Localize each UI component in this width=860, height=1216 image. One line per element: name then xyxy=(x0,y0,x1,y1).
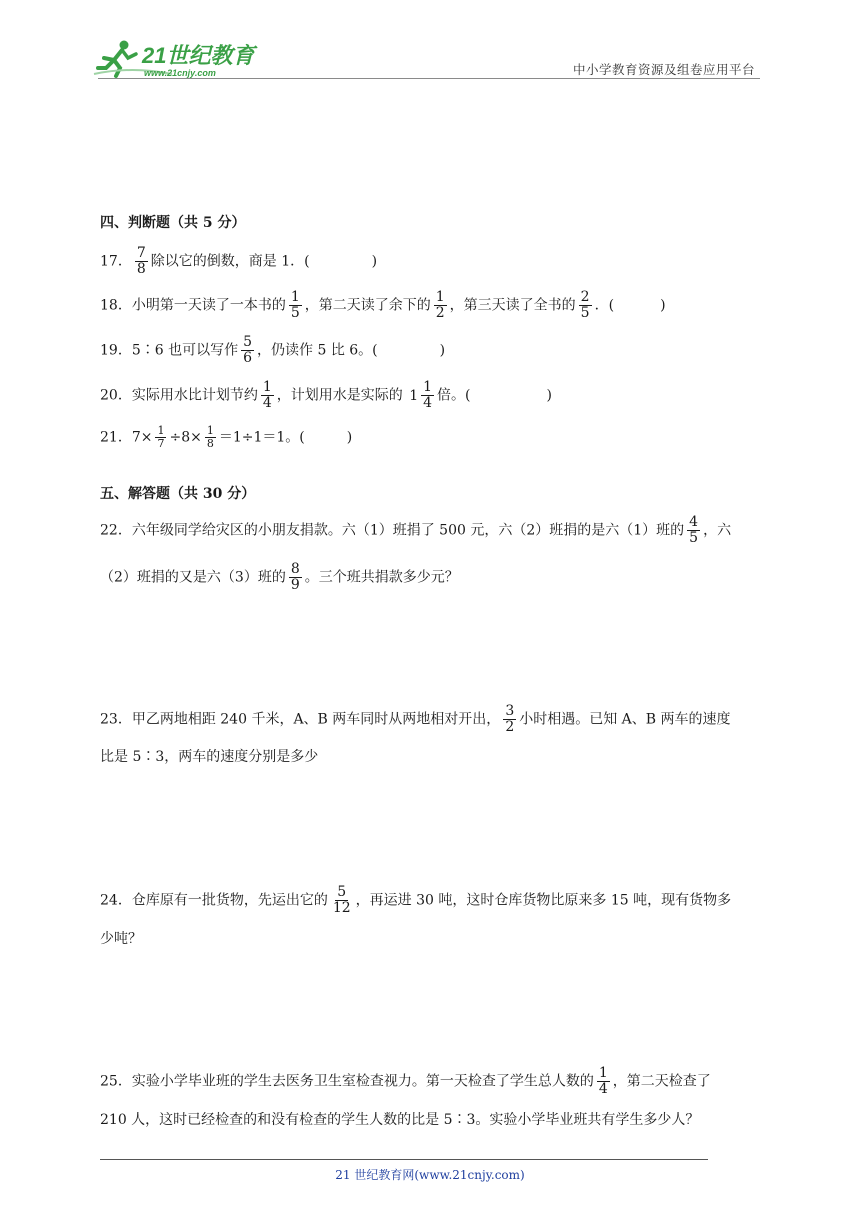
question-23-line2: 比是 5∶3，两车的速度分别是多少 xyxy=(100,749,319,765)
question-25-line2: 210 人，这时已经检查的和没有检查的学生人数的比是 5∶3。实验小学毕业班共有学生多少人？ xyxy=(100,1112,700,1128)
section-title-solve: 五、解答题（共 30 分） xyxy=(100,486,256,502)
question-24-line2: 少吨？ xyxy=(100,931,142,947)
question-21: 21．7× $\frac{1}{7}$ ÷8× $\frac{1}{8}$ ＝1÷1＝1。( ) xyxy=(100,424,353,450)
logo xyxy=(92,36,262,80)
question-23: 23．甲乙两地相距 240 千米，A、B 两车同时从两地相对开出， $\frac{3}{2}$ 小时相遇。已知 A、B 两车的速度 xyxy=(100,703,731,735)
question-22: 22．六年级同学给灾区的小朋友捐款。六（1）班捐了 500 元，六（2）班捐的是六（1）班的 $\frac{4}{5}$ ，六 xyxy=(100,514,732,546)
question-19: 19．5∶6 也可以写作 $\frac{5}{6}$ ，仍读作 5 比 6。( ) xyxy=(100,334,446,366)
logo-runner-icon xyxy=(92,36,262,80)
svg-text:www.21cnjy.com: www.21cnjy.com xyxy=(144,68,216,78)
question-17: 17． $\frac{7}{8}$ 除以它的倒数，商是 1．( ) xyxy=(100,245,378,277)
question-20: 20．实际用水比计划节约 $\frac{1}{4}$ ，计划用水是实际的 1 $\frac{1}{4}$ 倍。( ) xyxy=(100,379,552,411)
footer-link[interactable]: 21 世纪教育网(www.21cnjy.com) xyxy=(335,1168,525,1182)
header-divider xyxy=(98,78,760,79)
svg-text:21世纪教育: 21世纪教育 xyxy=(142,43,255,68)
question-25: 25．实验小学毕业班的学生去医务卫生室检查视力。第一天检查了学生总人数的 $\frac{1}{4}$ ，第二天检查了 xyxy=(100,1065,711,1097)
question-18: 18．小明第一天读了一本书的 $\frac{1}{5}$ ，第二天读了余下的 $\frac{1}{2}$ ，第三天读了全书的 $\frac{2}{5}$ ．( ) xyxy=(100,289,666,321)
section-title-judgement: 四、判断题（共 5 分） xyxy=(100,215,246,231)
question-22-line2: （2）班捐的又是六（3）班的 $\frac{8}{9}$ 。三个班共捐款多少元？ xyxy=(100,561,459,593)
footer-divider xyxy=(100,1159,708,1160)
question-24: 24．仓库原有一批货物，先运出它的 $\frac{5}{12}$ ，再运进 30 吨，这时仓库货物比原来多 15 吨，现有货物多 xyxy=(100,884,732,916)
platform-name: 中小学教育资源及组卷应用平台 xyxy=(572,62,755,77)
